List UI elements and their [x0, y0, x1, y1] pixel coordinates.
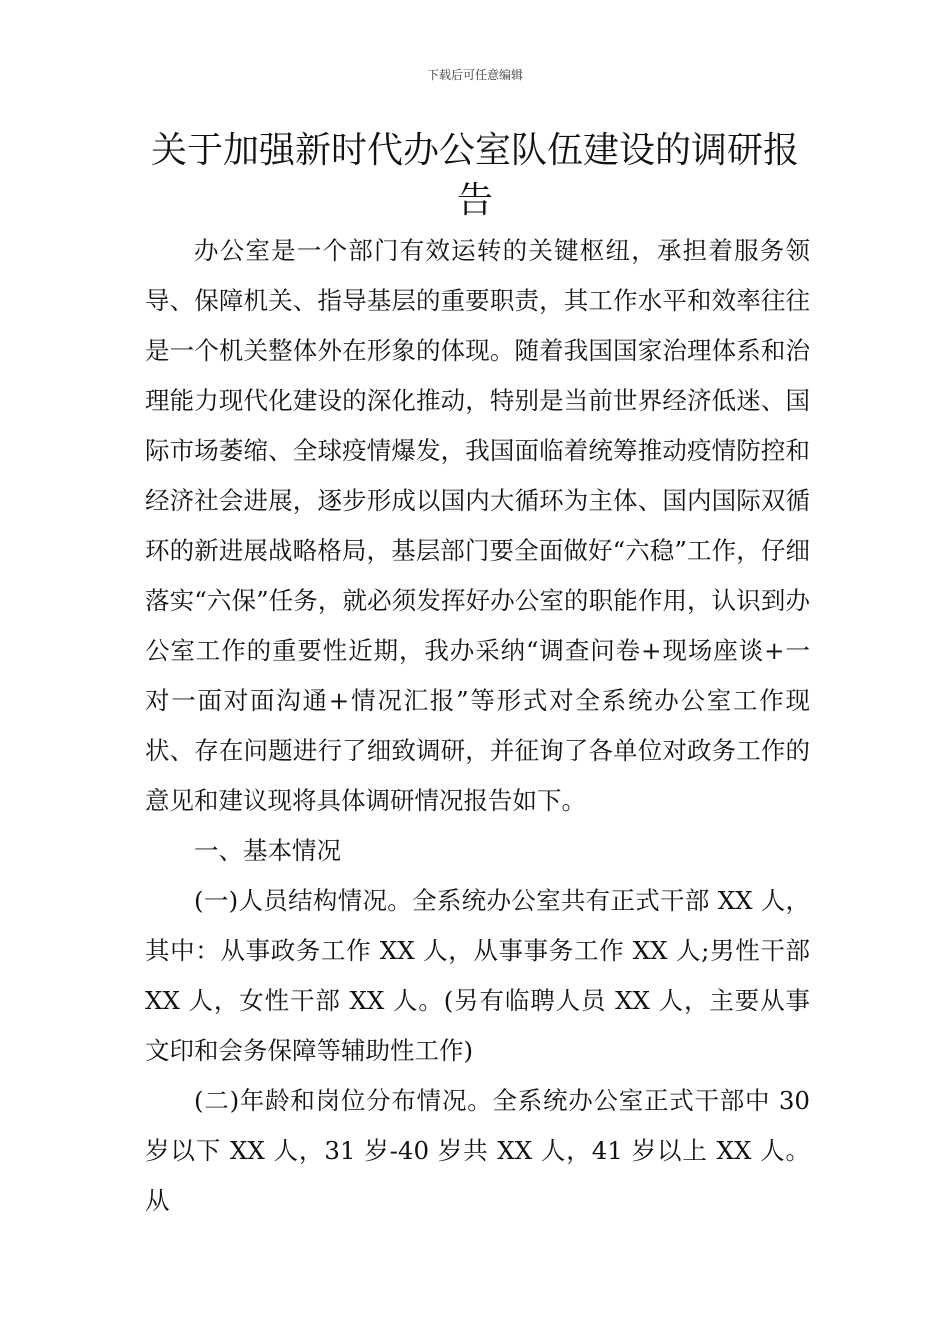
document-title: 关于加强新时代办公室队伍建设的调研报告	[150, 130, 799, 221]
paragraph-personnel-structure: (一)人员结构情况。全系统办公室共有正式干部 XX 人，其中：从事政务工作 XX 人，从事事务工作 XX 人;男性干部 XX 人，女性干部 XX 人。(另有临聘人员 XX 人，主要从事文印和会务保障等辅助性工作)	[145, 886, 810, 1065]
page-header-note: 下载后可任意编辑	[426, 68, 523, 82]
document-body	[145, 226, 810, 1226]
paragraph-age-distribution: (二)年龄和岗位分布情况。全系统办公室正式干部中 30 岁以下 XX 人，31 岁-40 岁共 XX 人，41 岁以上 XX 人。从	[145, 1086, 810, 1215]
section-heading-basic-info: 一、基本情况	[194, 836, 341, 865]
paragraph-intro: 办公室是一个部门有效运转的关键枢纽，承担着服务领导、保障机关、指导基层的重要职责，其工作水平和效率往往是一个机关整体外在形象的体现。随着我国国家治理体系和治理能力现代化建设的深化推动，特别是当前世界经济低迷、国际市场萎缩、全球疫情爆发，我国面临着统筹推动疫情防控和经济社会进展，逐步形成以国内大循环为主体、国内国际双循环的新进展战略格局，基层部门要全面做好“六稳”工作，仔细落实“六保”任务，就必须发挥好办公室的职能作用，认识到办公室工作的重要性近期，我办采纳“调查问卷+现场座谈+一对一面对面沟通+情况汇报”等形式对全系统办公室工作现状、存在问题进行了细致调研，并征询了各单位对政务工作的意见和建议现将具体调研情况报告如下。	[145, 236, 810, 815]
